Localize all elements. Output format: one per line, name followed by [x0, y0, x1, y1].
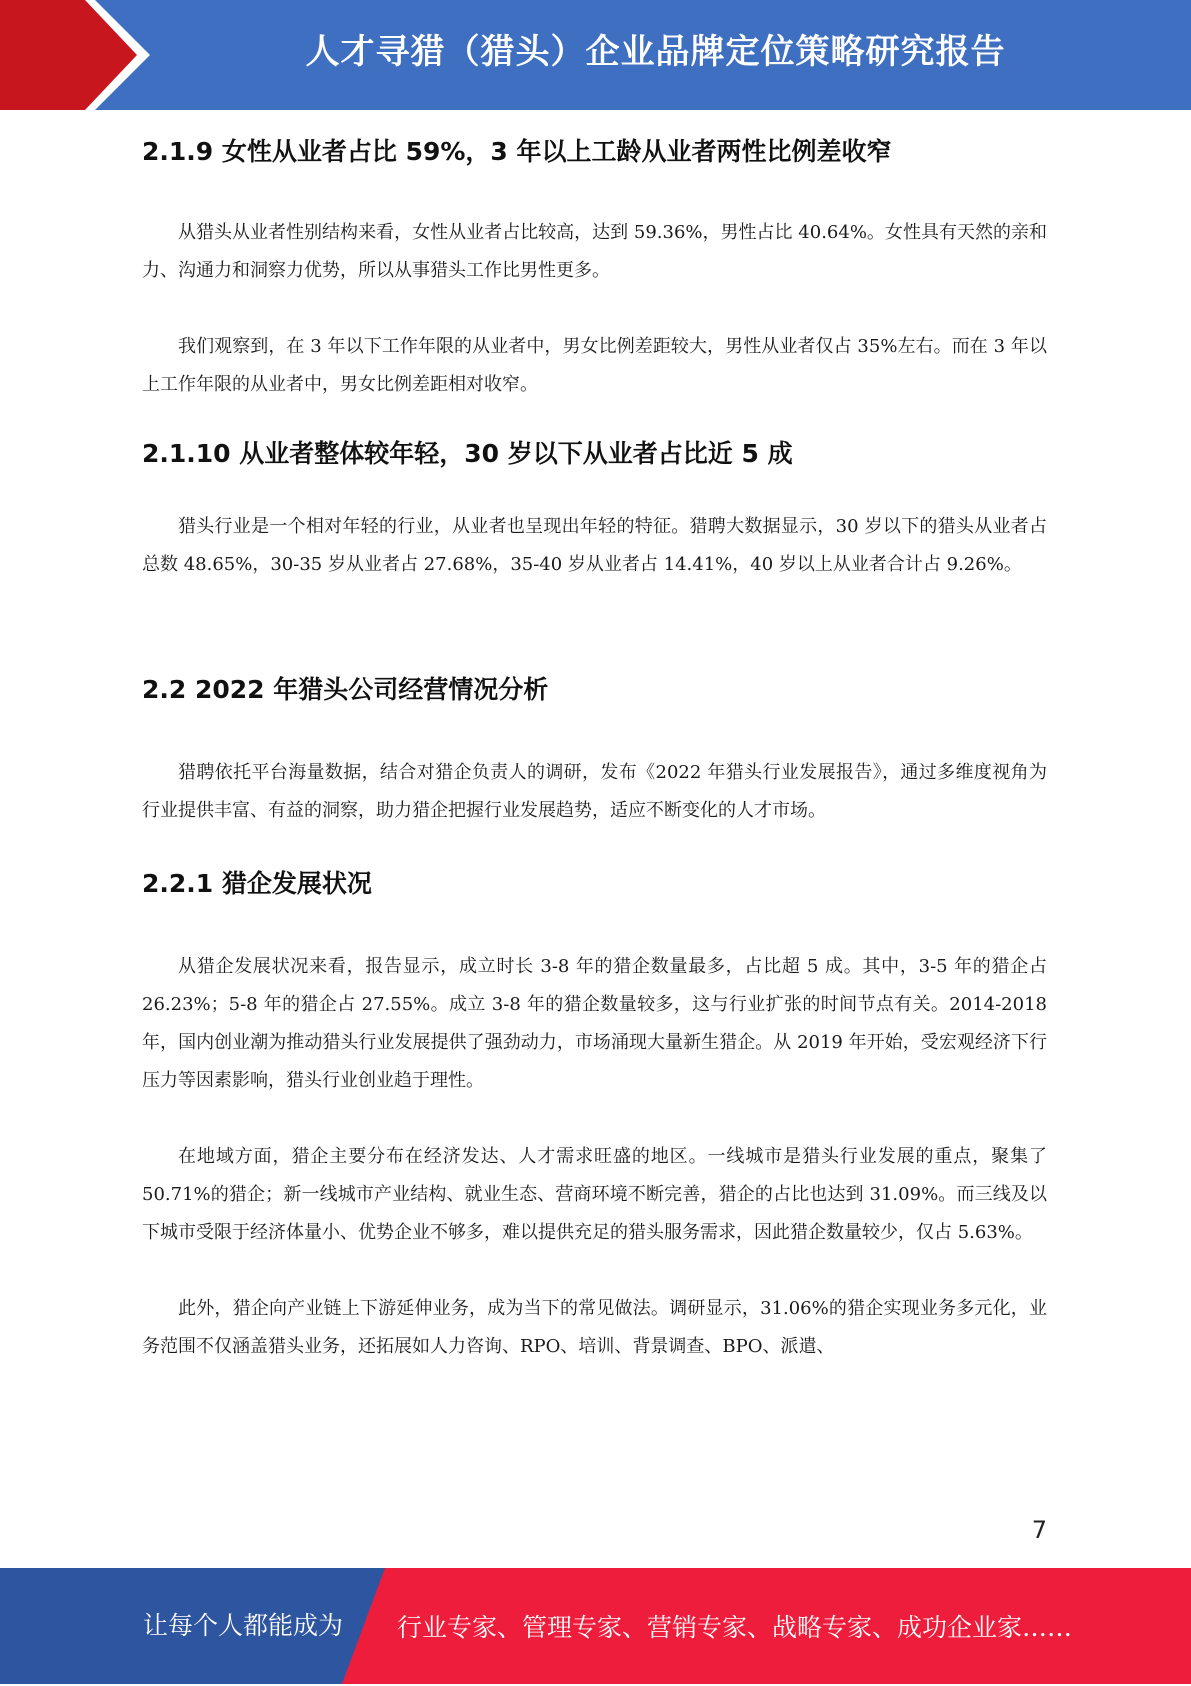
section-heading-2-2: 2.2 2022 年猎头公司经营情况分析: [142, 675, 549, 704]
paragraph: 从猎头从业者性别结构来看，女性从业者占比较高，达到 59.36%，男性占比 40.64%。女性具有天然的亲和力、沟通力和洞察力优势，所以从事猎头工作比男性更多。: [142, 222, 1047, 281]
paragraph: 猎头行业是一个相对年轻的行业，从业者也呈现出年轻的特征。猎聘大数据显示，30 岁以下的猎头从业者占总数 48.65%，30-35 岁从业者占 27.68%，35-40 岁从业者占 14.41%，40 岁以上从业者合计占 9.26%。: [142, 516, 1047, 575]
document-body: [142, 110, 1047, 1366]
paragraph: 我们观察到，在 3 年以下工作年限的从业者中，男女比例差距较大，男性从业者仅占 35%左右。而在 3 年以上工作年限的从业者中，男女比例差距相对收窄。: [142, 336, 1047, 395]
footer-slogan-left: 让每个人都能成为: [143, 1611, 344, 1640]
section-heading-2-1-10: 2.1.10 从业者整体较年轻，30 岁以下从业者占比近 5 成: [142, 439, 793, 468]
paragraph: 此外，猎企向产业链上下游延伸业务，成为当下的常见做法。调研显示，31.06%的猎企实现业务多元化，业务范围不仅涵盖猎头业务，还拓展如人力咨询、RPO、培训、背景调查、BPO、派遣、: [142, 1298, 1047, 1357]
footer-slogan-right: 行业专家、管理专家、营销专家、战略专家、成功企业家……: [397, 1613, 1073, 1642]
header-arrow-icon: [0, 0, 160, 110]
report-title: 人才寻猎（猎头）企业品牌定位策略研究报告: [305, 32, 1006, 72]
footer-band: [0, 1568, 1191, 1684]
page-number: 7: [1031, 1516, 1047, 1544]
paragraph: 猎聘依托平台海量数据，结合对猎企负责人的调研，发布《2022 年猎头行业发展报告》，通过多维度视角为行业提供丰富、有益的洞察，助力猎企把握行业发展趋势，适应不断变化的人才市场。: [142, 762, 1047, 821]
paragraph: 在地域方面，猎企主要分布在经济发达、人才需求旺盛的地区。一线城市是猎头行业发展的重点，聚集了 50.71%的猎企；新一线城市产业结构、就业生态、营商环境不断完善，猎企的占比也达到 31.09%。而三线及以下城市受限于经济体量小、优势企业不够多，难以提供充足的猎头服务需求，因此猎企数量较少，仅占 5.63%。: [142, 1146, 1047, 1243]
section-heading-2-2-1: 2.2.1 猎企发展状况: [142, 869, 372, 898]
paragraph: 从猎企发展状况来看，报告显示，成立时长 3-8 年的猎企数量最多，占比超 5 成。其中，3-5 年的猎企占 26.23%；5-8 年的猎企占 27.55%。成立 3-8 年的猎企数量较多，这与行业扩张的时间节点有关。2014-2018 年，国内创业潮为推动猎头行业发展提供了强劲动力，市场涌现大量新生猎企。从 2019 年开始，受宏观经济下行压力等因素影响，猎头行业创业趋于理性。: [142, 956, 1047, 1091]
header-band: [0, 0, 1191, 110]
section-heading-2-1-9: 2.1.9 女性从业者占比 59%，3 年以上工龄从业者两性比例差收窄: [142, 137, 892, 166]
